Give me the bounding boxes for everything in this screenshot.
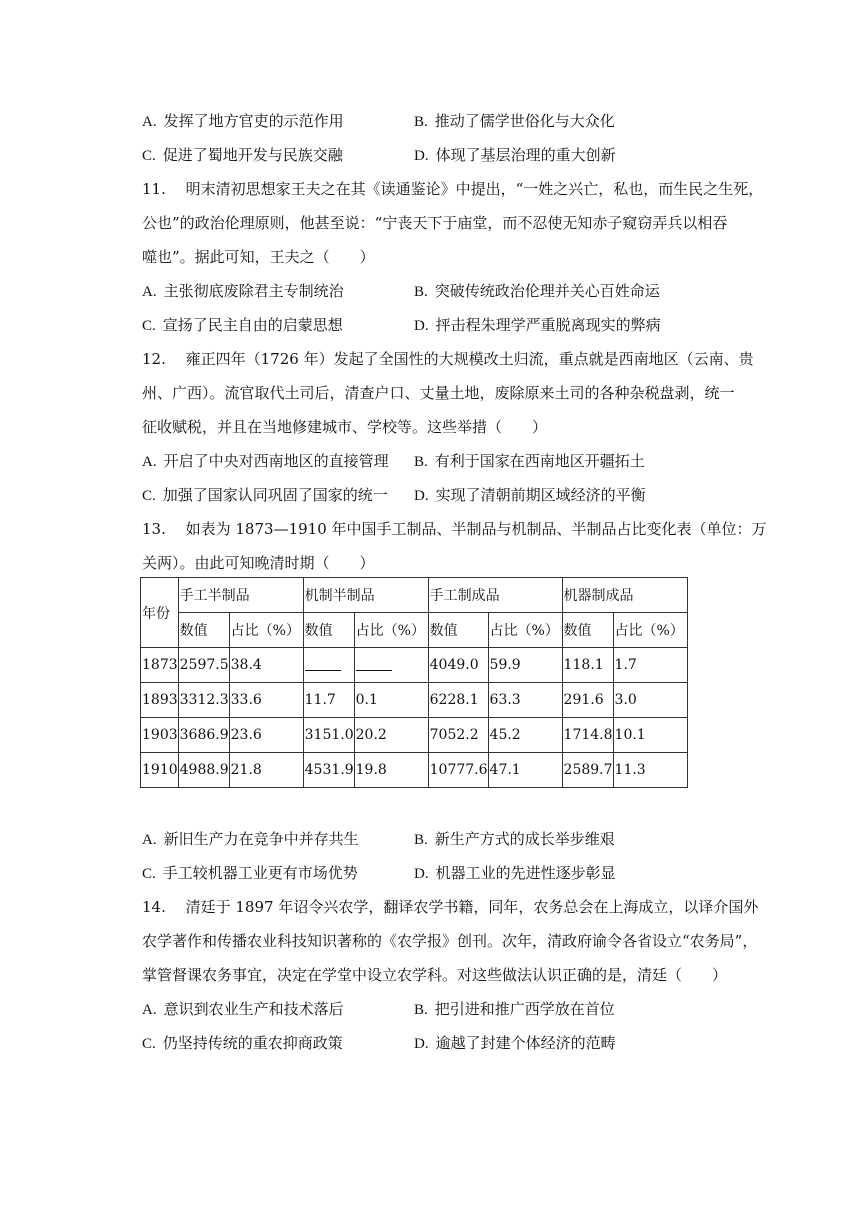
table-cell: 4049.0 xyxy=(428,648,488,683)
option-letter: A. xyxy=(142,284,157,300)
table-cell: 23.6 xyxy=(229,718,303,753)
subheader-share: 占比（%） xyxy=(354,613,428,648)
q13-stem-line-1: 13. 如表为 1873—1910 年中国手工制品、半制品与机制品、半制品占比变化表（单位：万 xyxy=(142,520,767,538)
table-cell: 10.1 xyxy=(613,718,687,753)
option-letter: C. xyxy=(142,318,156,334)
option-text: 开启了中央对西南地区的直接管理 xyxy=(163,452,389,470)
option-letter: C. xyxy=(142,1036,156,1052)
option-text: 抨击程朱理学严重脱离现实的弊病 xyxy=(435,316,661,334)
option-text: 发挥了地方官吏的示范作用 xyxy=(163,112,344,130)
option-text: 意识到农业生产和技术落后 xyxy=(163,1000,344,1018)
table-cell: 45.2 xyxy=(488,718,562,753)
q14-option-a[interactable] xyxy=(142,999,344,1020)
table-cell: 291.6 xyxy=(562,683,613,718)
option-text: 新生产方式的成长举步维艰 xyxy=(434,830,615,848)
table-cell: 1910 xyxy=(141,753,179,788)
subheader-value: 数值 xyxy=(428,613,488,648)
option-letter: B. xyxy=(414,1002,428,1018)
table-row xyxy=(141,648,688,683)
header-group-1: 手工半制品 xyxy=(178,578,303,613)
blank-cell xyxy=(303,648,354,683)
option-letter: A. xyxy=(142,454,157,470)
table-cell: 2597.5 xyxy=(178,648,229,683)
option-text: 逾越了封建个体经济的范畴 xyxy=(435,1034,616,1052)
q14-stem-line-1: 14. 清廷于 1897 年诏令兴农学，翻译农学书籍，同年，农务总会在上海成立，以译介国外 xyxy=(142,898,759,916)
q11-stem-line-2: 公也”的政治伦理原则，他甚至说：“宁丧天下于庙堂，而不忍使无知赤子窥窃弄兵以相吞 xyxy=(142,214,728,232)
header-group-4: 机器制成品 xyxy=(562,578,687,613)
q12-option-b[interactable] xyxy=(414,451,645,472)
q10-option-b[interactable] xyxy=(414,111,615,132)
option-text: 推动了儒学世俗化与大众化 xyxy=(434,112,615,130)
option-letter: D. xyxy=(414,1036,429,1052)
q13-stem-line-2: 关两）。由此可知晚清时期（ ） xyxy=(142,554,375,572)
option-text: 主张彻底废除君主专制统治 xyxy=(163,282,344,300)
header-group-2: 机制半制品 xyxy=(303,578,428,613)
table-cell: 4988.9 xyxy=(178,753,229,788)
table-cell: 33.6 xyxy=(229,683,303,718)
option-text: 有利于国家在西南地区开疆拓土 xyxy=(434,452,645,470)
table-cell: 11.7 xyxy=(303,683,354,718)
option-text: 把引进和推广西学放在首位 xyxy=(434,1000,615,1018)
option-letter: A. xyxy=(142,832,157,848)
q14-option-c[interactable] xyxy=(142,1033,343,1054)
blank-underline xyxy=(305,660,341,671)
subheader-share: 占比（%） xyxy=(488,613,562,648)
table-cell: 3312.3 xyxy=(178,683,229,718)
q13-option-c[interactable] xyxy=(142,863,358,884)
option-letter: B. xyxy=(414,114,428,130)
q10-option-d[interactable] xyxy=(414,145,616,166)
option-letter: D. xyxy=(414,318,429,334)
q14-option-b[interactable] xyxy=(414,999,615,1020)
q12-option-a[interactable] xyxy=(142,451,389,472)
q11-option-d[interactable] xyxy=(414,315,661,336)
option-text: 机器工业的先进性逐步彰显 xyxy=(435,864,616,882)
table-cell: 7052.2 xyxy=(428,718,488,753)
table-cell: 0.1 xyxy=(354,683,428,718)
option-letter: A. xyxy=(142,1002,157,1018)
table-cell: 6228.1 xyxy=(428,683,488,718)
subheader-share: 占比（%） xyxy=(229,613,303,648)
q13-option-a[interactable] xyxy=(142,829,359,850)
table-cell: 10777.6 xyxy=(428,753,488,788)
subheader-value: 数值 xyxy=(178,613,229,648)
q12-option-d[interactable] xyxy=(414,485,646,506)
q14-option-d[interactable] xyxy=(414,1033,616,1054)
table-cell: 1873 xyxy=(141,648,179,683)
option-letter: D. xyxy=(414,866,429,882)
q12-option-c[interactable] xyxy=(142,485,388,506)
option-text: 促进了蜀地开发与民族交融 xyxy=(162,146,343,164)
option-text: 新旧生产力在竞争中并存共生 xyxy=(163,830,359,848)
blank-cell xyxy=(354,648,428,683)
table-row xyxy=(141,683,688,718)
q11-stem-line-1: 11. 明末清初思想家王夫之在其《读通鉴论》中提出，“一姓之兴亡，私也，而生民之生死， xyxy=(142,180,764,198)
table-cell: 63.3 xyxy=(488,683,562,718)
option-text: 实现了清朝前期区域经济的平衡 xyxy=(435,486,646,504)
table-cell: 118.1 xyxy=(562,648,613,683)
blank-underline xyxy=(356,660,392,671)
q13-data-table xyxy=(140,577,688,788)
option-text: 突破传统政治伦理并关心百姓命运 xyxy=(434,282,660,300)
table-cell: 4531.9 xyxy=(303,753,354,788)
option-text: 宣扬了民主自由的启蒙思想 xyxy=(162,316,343,334)
q11-option-a[interactable] xyxy=(142,281,344,302)
q13-option-d[interactable] xyxy=(414,863,616,884)
option-letter: B. xyxy=(414,454,428,470)
table-cell: 3.0 xyxy=(613,683,687,718)
q11-stem-line-3: 噬也”。据此可知，王夫之（ ） xyxy=(142,248,375,266)
table-cell: 3151.0 xyxy=(303,718,354,753)
option-letter: B. xyxy=(414,832,428,848)
q12-stem-line-3: 征收赋税，并且在当地修建城市、学校等。这些举措（ ） xyxy=(142,418,548,436)
option-letter: D. xyxy=(414,488,429,504)
table-cell: 20.2 xyxy=(354,718,428,753)
header-year: 年份 xyxy=(141,578,179,648)
q14-stem-line-2: 农学著作和传播农业科技知识著称的《农学报》创刊。次年，清政府谕令各省设立“农务局”， xyxy=(142,932,758,950)
q10-option-a[interactable] xyxy=(142,111,344,132)
q12-stem-line-2: 州、广西）。流官取代土司后，清查户口、丈量土地，废除原来土司的各种杂税盘剥，统一 xyxy=(142,384,735,402)
option-text: 加强了国家认同巩固了国家的统一 xyxy=(162,486,388,504)
q10-option-c[interactable] xyxy=(142,145,343,166)
table-cell: 2589.7 xyxy=(562,753,613,788)
q11-option-b[interactable] xyxy=(414,281,660,302)
table-cell: 47.1 xyxy=(488,753,562,788)
table-cell: 1893 xyxy=(141,683,179,718)
option-letter: A. xyxy=(142,114,157,130)
option-letter: B. xyxy=(414,284,428,300)
q13-option-b[interactable] xyxy=(414,829,615,850)
table-cell: 1.7 xyxy=(613,648,687,683)
table-cell: 1714.8 xyxy=(562,718,613,753)
table-cell: 3686.9 xyxy=(178,718,229,753)
q12-stem-line-1: 12. 雍正四年（1726 年）发起了全国性的大规模改土归流，重点就是西南地区（云南、贵 xyxy=(142,350,754,368)
table-row xyxy=(141,753,688,788)
option-text: 仍坚持传统的重农抑商政策 xyxy=(162,1034,343,1052)
subheader-share: 占比（%） xyxy=(613,613,687,648)
table-cell: 1903 xyxy=(141,718,179,753)
option-letter: C. xyxy=(142,866,156,882)
q11-option-c[interactable] xyxy=(142,315,343,336)
header-group-3: 手工制成品 xyxy=(428,578,562,613)
option-letter: C. xyxy=(142,488,156,504)
table-cell: 59.9 xyxy=(488,648,562,683)
option-text: 手工较机器工业更有市场优势 xyxy=(162,864,358,882)
option-text: 体现了基层治理的重大创新 xyxy=(435,146,616,164)
option-letter: D. xyxy=(414,148,429,164)
table-cell: 38.4 xyxy=(229,648,303,683)
table-row xyxy=(141,718,688,753)
table-cell: 11.3 xyxy=(613,753,687,788)
option-letter: C. xyxy=(142,148,156,164)
table-cell: 19.8 xyxy=(354,753,428,788)
q14-stem-line-3: 掌管督课农务事宜，决定在学堂中设立农学科。对这些做法认识正确的是，清廷（ ） xyxy=(142,966,728,984)
subheader-value: 数值 xyxy=(303,613,354,648)
subheader-value: 数值 xyxy=(562,613,613,648)
table-cell: 21.8 xyxy=(229,753,303,788)
